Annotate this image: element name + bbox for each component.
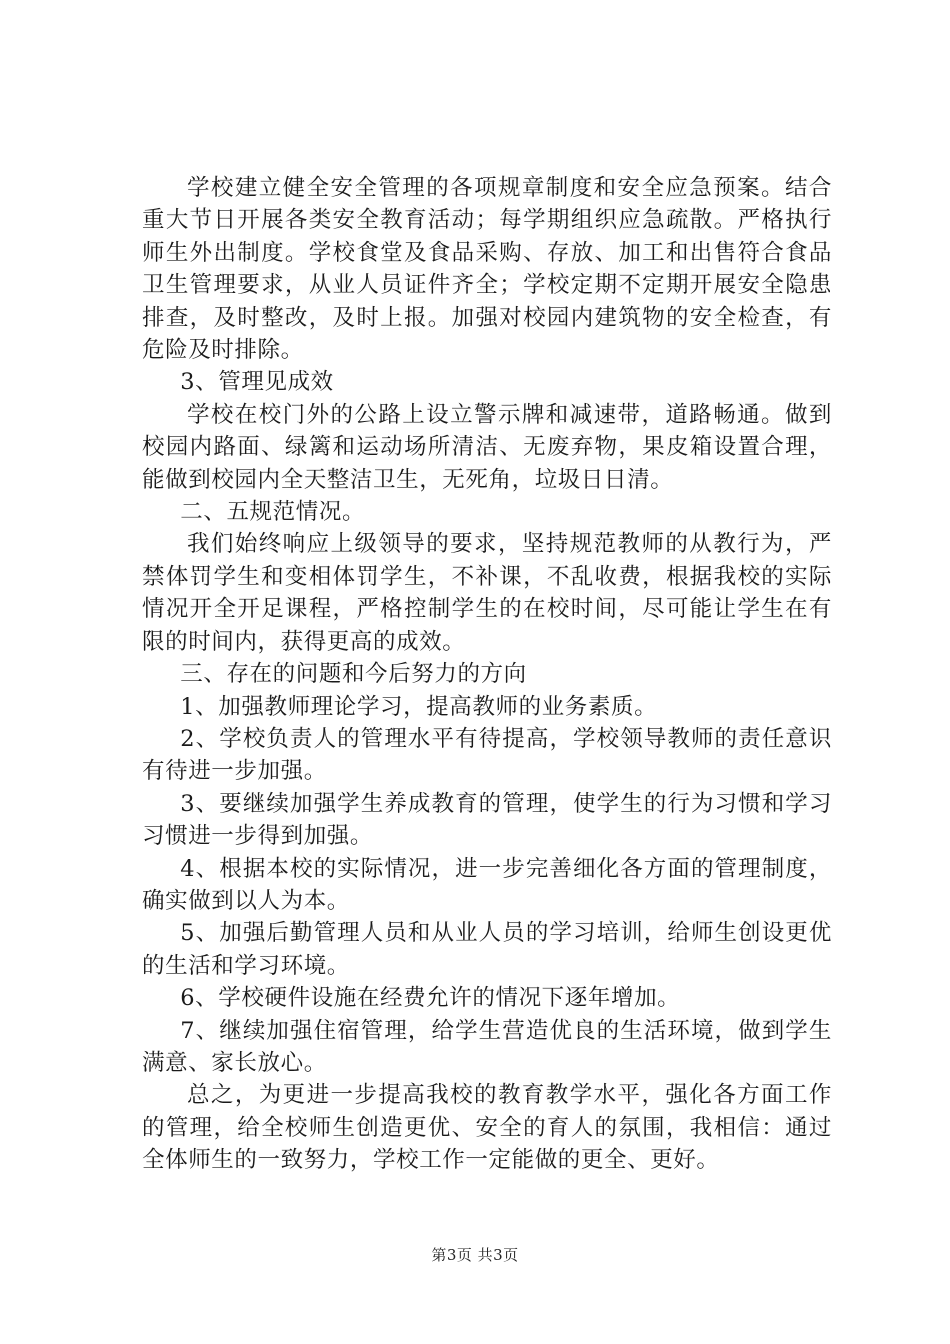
list-item-5: 5、加强后勤管理人员和从业人员的学习培训，给师生创设更优的生活和学习环境。 (142, 920, 832, 979)
list-item-4: 4、根据本校的实际情况，进一步完善细化各方面的管理制度，确实做到以人为本。 (142, 855, 832, 914)
paragraph-conclusion: 总之，为更进一步提高我校的教育教学水平，强化各方面工作的管理，给全校师生创造更优、安全的育人的氛围，我相信：通过全体师生的一致努力，学校工作一定能做的更全、更好。 (142, 1082, 832, 1174)
list-item-3: 3、要继续加强学生养成教育的管理，使学生的行为习惯和学习习惯进一步得到加强。 (142, 790, 832, 850)
list-item-6: 6、学校硬件设施在经费允许的情况下逐年增加。 (180, 985, 681, 1012)
list-item-7: 7、继续加强住宿管理，给学生营造优良的生活环境，做到学生满意、家长放心。 (142, 1017, 832, 1076)
document-body (142, 172, 832, 1177)
section-heading-five-norms: 二、五规范情况。 (180, 499, 366, 526)
paragraph-teacher-conduct: 我们始终响应上级领导的要求，坚持规范教师的从教行为，严禁体罚学生和变相体罚学生，不补课，不乱收费，根据我校的实际情况开全开足课程，严格控制学生的在校时间，尽可能让学生在有限的时间内，获得更高的成效。 (142, 531, 832, 655)
list-item-1: 1、加强教师理论学习，提高教师的业务素质。 (180, 693, 658, 720)
paragraph-campus-environment: 学校在校门外的公路上设立警示牌和减速带，道路畅通。做到校园内路面、绿篱和运动场所清洁、无废弃物，果皮箱设置合理，能做到校园内全天整洁卫生，无死角，垃圾日日清。 (142, 401, 832, 493)
page-number-footer: 第3页 共3页 (431, 1246, 519, 1264)
section-heading-problems-direction: 三、存在的问题和今后努力的方向 (180, 661, 527, 688)
paragraph-safety-rules: 学校建立健全安全管理的各项规章制度和安全应急预案。结合重大节日开展各类安全教育活动；每学期组织应急疏散。严格执行师生外出制度。学校食堂及食品采购、存放、加工和出售符合食品卫生管理要求，从业人员证件齐全；学校定期不定期开展安全隐患排查，及时整改，及时上报。加强对校园内建筑物的安全检查，有危险及时排除。 (142, 175, 832, 364)
list-item-2: 2、学校负责人的管理水平有待提高，学校领导教师的责任意识有待进一步加强。 (142, 725, 832, 785)
section-heading-management-results: 3、管理见成效 (180, 369, 334, 396)
